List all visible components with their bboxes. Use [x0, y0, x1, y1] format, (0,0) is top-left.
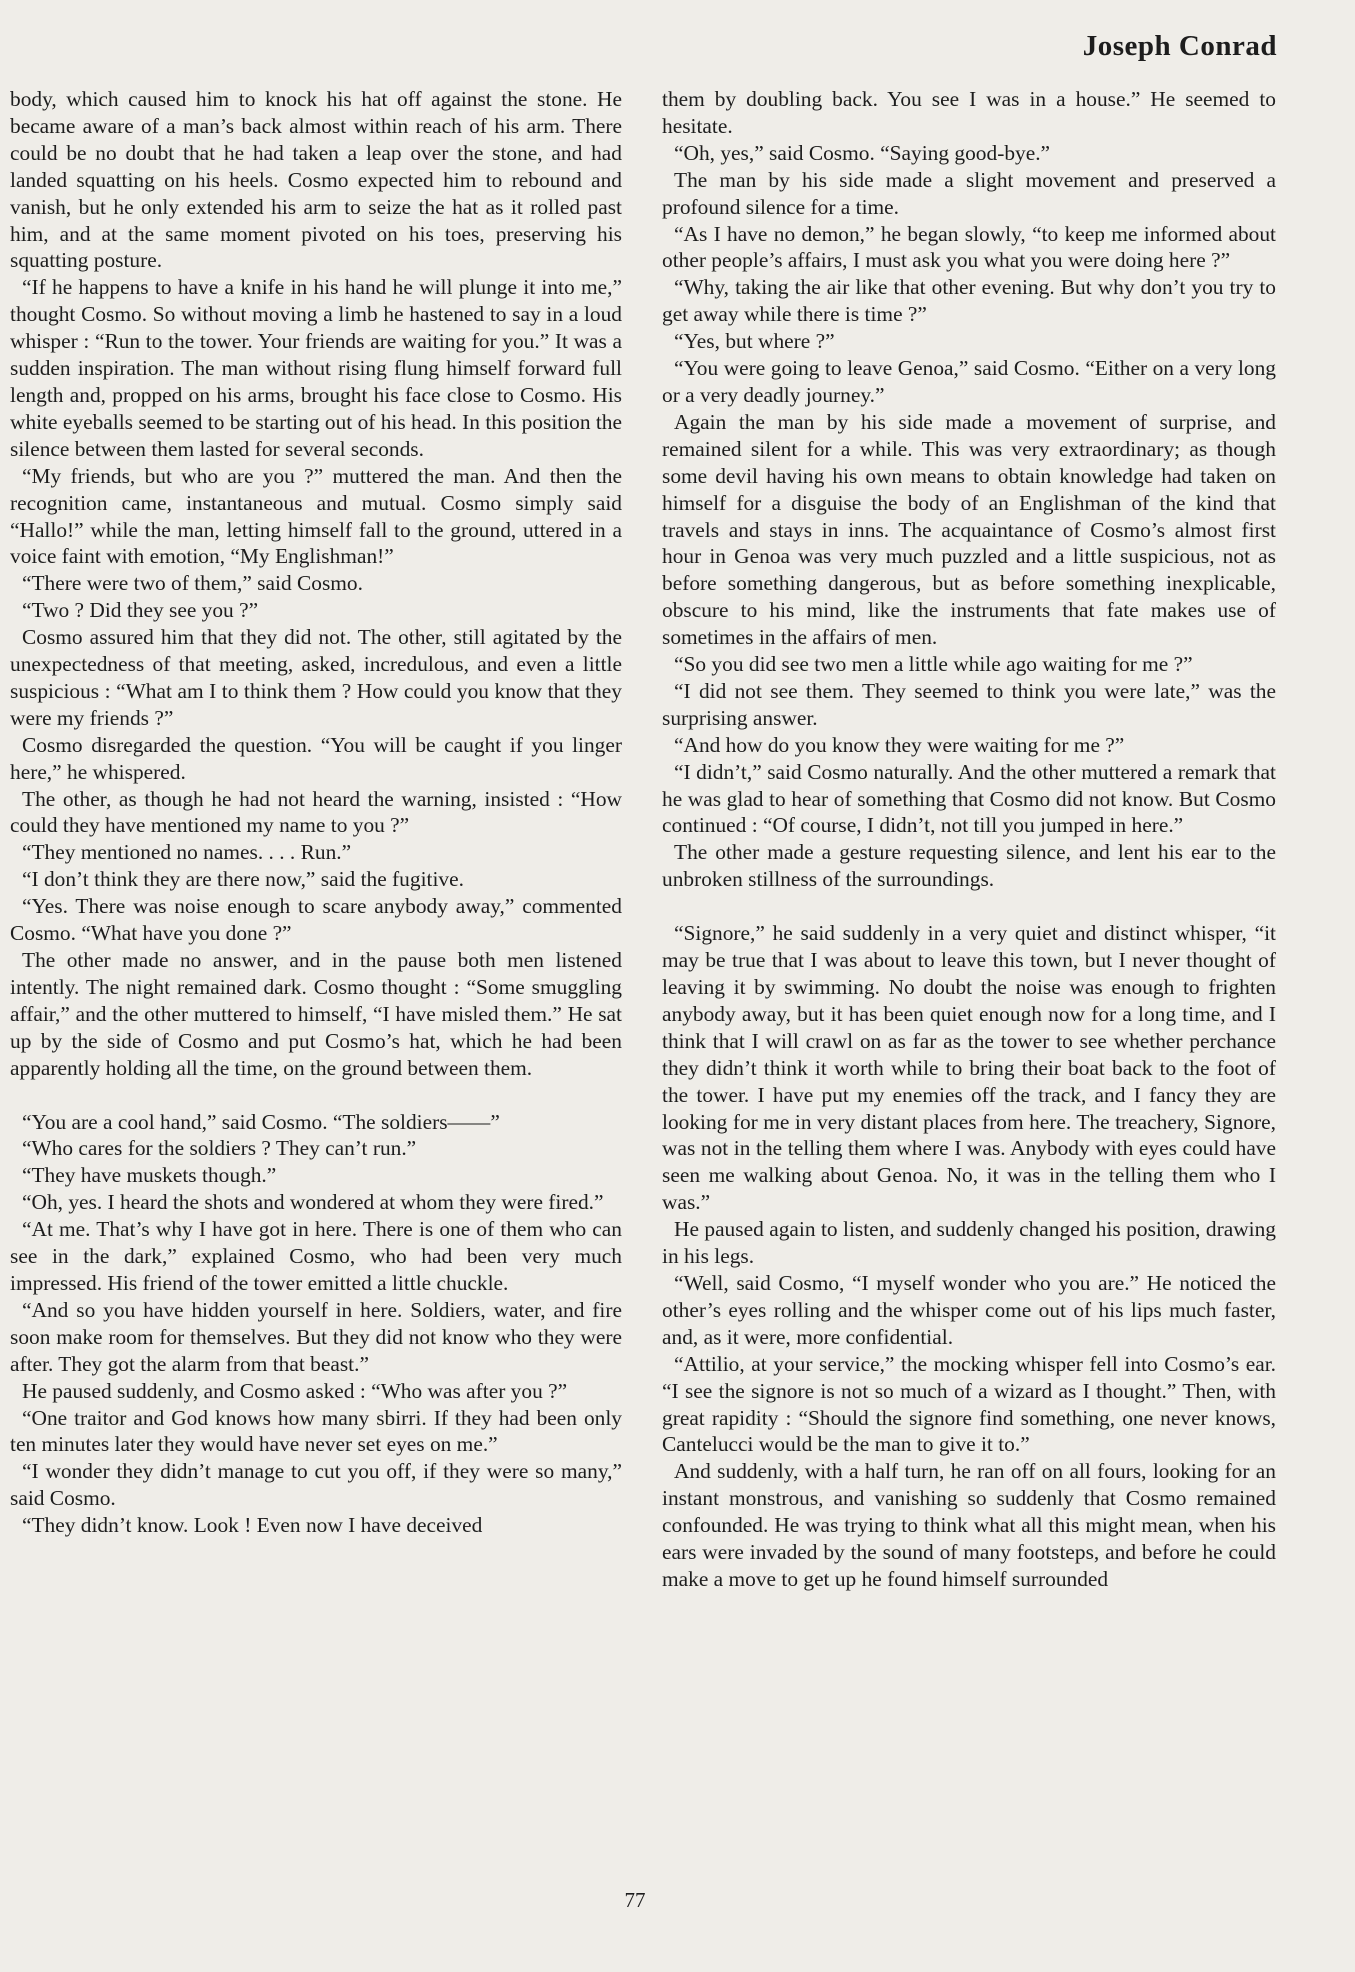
- paragraph: He paused again to listen, and suddenly changed his position, drawing in his legs.: [662, 1217, 1276, 1269]
- paragraph: “One traitor and God knows how many sbirri. If they had been only ten minutes later they would have never set eyes on me.”: [10, 1405, 622, 1457]
- page-number: 77: [624, 1888, 646, 1912]
- paragraph: “If he happens to have a knife in his hand he will plunge it into me,” thought Cosmo. So without moving a limb he hastened to say in a loud whisper : “Run to the tower. Your friends are waiting for you.” It was a sudden inspiration. The man without rising flung himself forward full length and, propped on his arms, brought his face close to Cosmo. His white eyeballs seemed to be starting out of his head. In this position the silence between them lasted for several seconds.: [10, 275, 622, 461]
- paragraph: “There were two of them,” said Cosmo.: [22, 571, 363, 596]
- paragraph: “Who cares for the soldiers ? They can’t run.”: [22, 1136, 417, 1161]
- paragraph: them by doubling back. You see I was in a house.” He seemed to hesitate.: [662, 87, 1276, 138]
- paragraph: “So you did see two men a little while ago waiting for me ?”: [674, 652, 1193, 677]
- left-column: [10, 86, 622, 1539]
- paragraph: “Signore,” he said suddenly in a very quiet and distinct whisper, “it may be true that I was about to leave this town, but I never thought of leaving it by swimming. No doubt the noise was enough to frighten anybody away, but it has been quiet enough now for a long time, and I think that I will crawl on as far as the tower to see whether perchance they didn’t think it worth while to bring their boat back to the foot of the tower. I have put my enemies off the track, and I fancy they are looking for me in very distant places from here. The treachery, Signore, was not in the telling them where I was. Anybody with eyes could have seen me walking about Genoa. No, it was in the telling them who I was.”: [662, 921, 1276, 1215]
- running-header-author: Joseph Conrad: [1082, 30, 1277, 62]
- right-column: [662, 86, 1276, 1593]
- paragraph: “I did not see them. They seemed to think you were late,” was the surprising answer.: [662, 678, 1276, 730]
- paragraph: body, which caused him to knock his hat off against the stone. He became aware of a man’s back almost within reach of his arm. There could be no doubt that he had taken a leap over the stone, and had landed squatting on his heels. Cosmo expected him to rebound and vanish, but he only extended his arm to seize the hat as it rolled past him, and at the same moment pivoted on his toes, preserving his squatting posture.: [10, 87, 622, 273]
- paragraph: The other, as though he had not heard the warning, insisted : “How could they have mentioned my name to you ?”: [10, 786, 622, 838]
- paragraph: The other made a gesture requesting silence, and lent his ear to the unbroken stillness of the surroundings.: [662, 840, 1276, 892]
- paragraph: And suddenly, with a half turn, he ran off on all fours, looking for an instant monstrous, and vanishing so suddenly that Cosmo remained confounded. He was trying to think what all this might mean, when his ears were invaded by the sound of many footsteps, and before he could make a move to get up he found himself surrounded: [662, 1459, 1276, 1591]
- paragraph: “Two ? Did they see you ?”: [22, 598, 259, 623]
- paragraph: “Oh, yes,” said Cosmo. “Saying good-bye.”: [674, 140, 1051, 165]
- paragraph: “And so you have hidden yourself in here. Soldiers, water, and fire soon make room for themselves. But they did not know who they were after. They got the alarm from that beast.”: [10, 1297, 622, 1376]
- paragraph: Again the man by his side made a movement of surprise, and remained silent for a while. This was very extraordinary; as though some devil having his own means to obtain knowledge had taken on himself for a disguise the body of an Englishman of the kind that travels and stays in inns. The acquaintance of Cosmo’s almost first hour in Genoa was very much puzzled and a little suspicious, not as before something dangerous, but as before something inexplicable, obscure to his mind, like the instruments that fate makes use of sometimes in the affairs of men.: [662, 409, 1276, 650]
- paragraph: “Attilio, at your service,” the mocking whisper fell into Cosmo’s ear. “I see the signore is not so much of a wizard as I thought.” Then, with great rapidity : “Should the signore find something, one never knows, Cantelucci would be the man to give it to.”: [662, 1351, 1276, 1457]
- paragraph: Cosmo assured him that they did not. The other, still agitated by the unexpectedness of that meeting, asked, incredulous, and even a little suspicious : “What am I to think them ? How could you know that they were my friends ?”: [10, 625, 622, 730]
- paragraph: “You are a cool hand,” said Cosmo. “The soldiers——”: [22, 1109, 500, 1134]
- paragraph: “At me. That’s why I have got in here. There is one of them who can see in the dark,” explained Cosmo, who had been very much impressed. His friend of the tower emitted a little chuckle.: [10, 1217, 622, 1295]
- paragraph: “Oh, yes. I heard the shots and wondered at whom they were fired.”: [22, 1190, 604, 1215]
- paragraph: “And how do you know they were waiting for me ?”: [674, 732, 1125, 757]
- paragraph: “Well, said Cosmo, “I myself wonder who you are.” He noticed the other’s eyes rolling and the whisper come out of his lips much faster, and, as it were, more confidential.: [662, 1270, 1276, 1349]
- paragraph: “You were going to leave Genoa,” said Cosmo. “Either on a very long or a very deadly journey.”: [662, 356, 1276, 407]
- paragraph: He paused suddenly, and Cosmo asked : “Who was after you ?”: [22, 1378, 568, 1403]
- paragraph: Cosmo disregarded the question. “You will be caught if you linger here,” he whispered.: [10, 732, 622, 784]
- paragraph: “Yes, but where ?”: [674, 329, 835, 354]
- paragraph: “I don’t think they are there now,” said the fugitive.: [22, 867, 464, 892]
- paragraph: “They have muskets though.”: [22, 1163, 277, 1188]
- paragraph: “They didn’t know. Look ! Even now I have deceived: [22, 1513, 483, 1538]
- paragraph: “I wonder they didn’t manage to cut you off, if they were so many,” said Cosmo.: [10, 1459, 622, 1511]
- paragraph: The man by his side made a slight movement and preserved a profound silence for a time.: [662, 167, 1276, 219]
- paragraph: “They mentioned no names. . . . Run.”: [22, 840, 352, 865]
- paragraph: The other made no answer, and in the pause both men listened intently. The night remained dark. Cosmo thought : “Some smuggling affair,” and the other muttered to himself, “I have misled them.” He sat up by the side of Cosmo and put Cosmo’s hat, which he had been apparently holding all the time, on the ground between them.: [10, 948, 622, 1080]
- paragraph: “I didn’t,” said Cosmo naturally. And the other muttered a remark that he was glad to hear of something that Cosmo did not know. But Cosmo continued : “Of course, I didn’t, not till you jumped in here.”: [662, 759, 1276, 838]
- paragraph: “Yes. There was noise enough to scare anybody away,” commented Cosmo. “What have you done ?”: [10, 894, 622, 946]
- paragraph: “My friends, but who are you ?” muttered the man. And then the recognition came, instantaneous and mutual. Cosmo simply said “Hallo!” while the man, letting himself fall to the ground, uttered in a voice faint with emotion, “My Englishman!”: [10, 463, 622, 569]
- paragraph: “Why, taking the air like that other evening. But why don’t you try to get away while there is time ?”: [662, 275, 1276, 327]
- paragraph: “As I have no demon,” he began slowly, “to keep me informed about other people’s affairs, I must ask you what you were doing here ?”: [662, 221, 1276, 273]
